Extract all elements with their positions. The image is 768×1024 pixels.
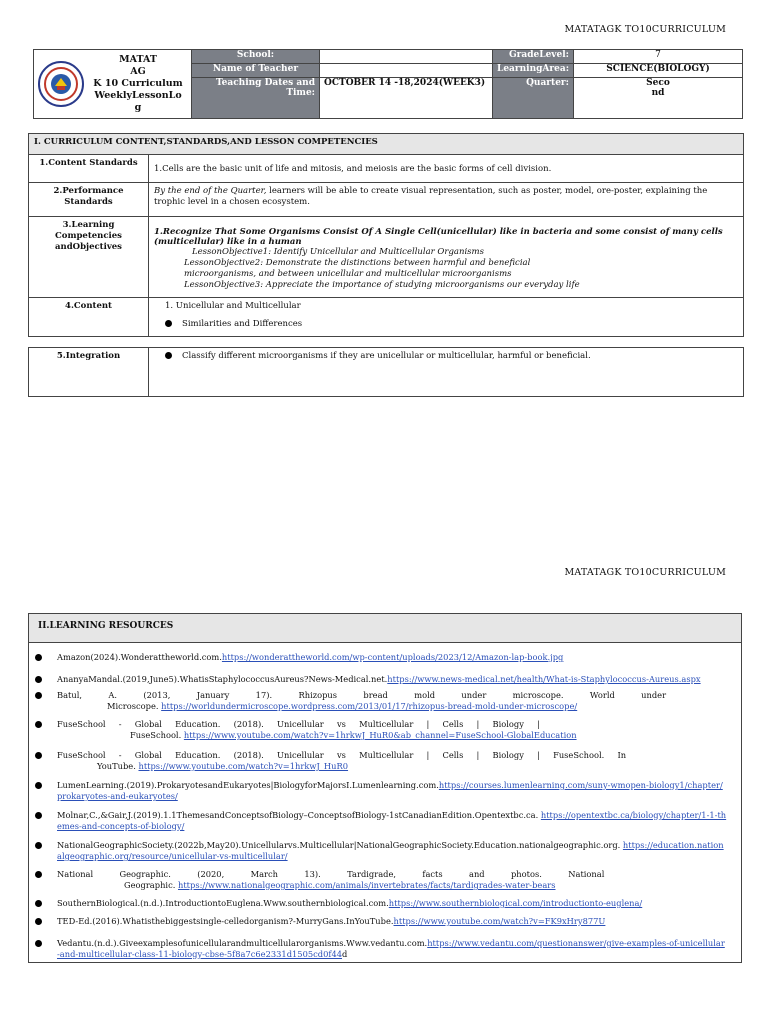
resource-item (57, 652, 727, 663)
deped-seal-icon (37, 60, 85, 108)
resource-link[interactable]: https://education.nationalgeographic.org/resource/unicellular-vs-multicellular/ (57, 840, 724, 861)
title-line: AG (130, 66, 146, 77)
resource-text: SouthernBiological.(n.d.).IntroductiontoEuglena.Www.southernbiological.com. (57, 898, 389, 908)
resource-item (57, 690, 727, 712)
integration-label: 5.Integration (29, 348, 149, 397)
resource-item (57, 938, 727, 960)
content-standards-text: 1.Cells are the basic unit of life and mitosis, and meiosis are the basic forms of cell division. (149, 155, 744, 183)
quarter-value-line: nd (651, 88, 665, 98)
resource-link[interactable]: https://worldundermicroscope.wordpress.com/2013/01/17/rhizopus-bread-mold-under-microscope/ (161, 701, 578, 711)
bullet-icon (35, 692, 42, 699)
bullet-icon (35, 842, 42, 849)
integration-text: Classify different microorganisms if they are unicellular or multicellular, harmful or beneficial. (182, 351, 591, 361)
resource-text: Amazon(2024).Wonderattheworld.com. (57, 652, 222, 662)
learning-resources-box (28, 613, 742, 963)
resource-text: FuseSchool. (130, 730, 182, 740)
resource-text: NationalGeographicSociety.(2022b,May20).Unicellularvs.Multicellular|NationalGeographicSociety.Education.nationalgeographic.org. (57, 840, 621, 850)
curriculum-header-2: MATATAGK TO10CURRICULUM (564, 567, 726, 578)
bullet-icon (35, 900, 42, 907)
resource-text: Molnar,C.,&Gair,J.(2019).1.1ThemesandConceptsofBiology–ConceptsofBiology-1stCanadianEdition.Opentextbc.ca. (57, 810, 539, 820)
bullet-icon (165, 352, 172, 359)
teacher-label: Name of Teacher (192, 64, 320, 78)
resource-link[interactable]: https://www.youtube.com/watch?v=FK9xHry877U (393, 916, 606, 926)
bullet-icon (35, 782, 42, 789)
competencies-label: 3.Learning Competencies andObjectives (29, 217, 149, 298)
section-heading: I. CURRICULUM CONTENT,STANDARDS,AND LESSON COMPETENCIES (29, 134, 744, 155)
lesson-info-table (33, 49, 743, 119)
resource-text: Vedantu.(n.d.).Giveexamplesofunicellularandmulticellularorganisms.Www.vedantu.com. (57, 938, 428, 948)
bullet-icon (35, 812, 42, 819)
resource-link[interactable]: https://opentextbc.ca/biology/chapter/1-1-themes-and-concepts-of-biology/ (57, 810, 727, 831)
resource-item (57, 810, 727, 832)
bullet-icon (35, 654, 42, 661)
performance-standards-label: 2.Performance Standards (29, 183, 149, 217)
content-cell (149, 298, 744, 337)
teacher-value[interactable] (320, 64, 493, 78)
bullet-icon (35, 721, 42, 728)
bullet-icon (165, 320, 172, 327)
quarter-value (574, 78, 743, 119)
resource-link[interactable]: https://www.news-medical.net/health/What-is-Staphylococcus-Aureus.aspx (387, 674, 701, 684)
resource-item (57, 719, 727, 741)
grade-value: 7 (574, 50, 743, 64)
content-standards-label: 1.Content Standards (29, 155, 149, 183)
bullet-icon (35, 676, 42, 683)
curriculum-content-table (28, 133, 744, 337)
objective-2b: microorganisms, and between unicellular and multicellular microorganisms (184, 269, 512, 279)
resource-item (57, 780, 727, 802)
resource-text: Microscope. (107, 701, 159, 711)
resource-line: FuseSchool - Global Education. (2018). Unicellular vs Multicellular | Cells | Biology | (57, 719, 540, 729)
competency-main: 1.Recognize That Some Organisms Consist Of A Single Cell(unicellular) like in bacteria and some consist of many cells (multicellular) like in a human (154, 227, 723, 247)
integration-table (28, 347, 744, 397)
dates-label: Teaching Dates and Time: (192, 78, 320, 119)
title-line: MATAT (119, 54, 157, 65)
school-label: School: (192, 50, 320, 64)
curriculum-header: MATATAGK TO10CURRICULUM (564, 24, 726, 35)
quarter-label: Quarter: (493, 78, 574, 119)
objective-1: LessonObjective1: Identify Unicellular and Multicellular Organisms (192, 247, 484, 257)
quarter-value-line: Seco (646, 78, 670, 88)
school-value[interactable] (320, 50, 493, 64)
bullet-icon (35, 940, 42, 947)
resource-item (57, 869, 727, 891)
resource-line-2 (57, 880, 727, 891)
resource-link[interactable]: https://www.youtube.com/watch?v=1hrkwJ_HuR0&ab_channel=FuseSchool-GlobalEducation (183, 730, 577, 740)
resource-link[interactable]: https://www.nationalgeographic.com/animals/invertebrates/facts/tardigrades-water-bears (178, 880, 556, 890)
resource-text: Geographic. (124, 880, 176, 890)
integration-cell (149, 348, 744, 397)
title-line: K 10 Curriculum (93, 78, 183, 89)
content-item-1: 1. Unicellular and Multicellular (165, 301, 301, 311)
resource-line: Batul, A. (2013, January 17). Rhizopus bread mold under microscope. World under (57, 690, 667, 700)
resource-link[interactable]: https://www.vedantu.com/questionanswer/give-examples-of-unicellular-and-multicellular-class-11-biology-cbse-5f8a7c6e2331d1505cd0f44 (57, 938, 725, 959)
resource-text: LumenLearning.(2019).ProkaryotesandEukaryotes|BiologyforMajorsI.Lumenlearning.com. (57, 780, 439, 790)
content-label: 4.Content (29, 298, 149, 337)
resource-item (57, 916, 727, 927)
resource-item (57, 750, 727, 772)
learning-area-label: LearningArea: (493, 64, 574, 78)
resource-text: YouTube. (97, 761, 136, 771)
objective-3: LessonObjective3: Appreciate the importance of studying microorganisms our everyday life (184, 280, 580, 290)
resource-item (57, 674, 727, 685)
resource-link[interactable]: https://www.southernbiological.com/introductionto-euglena/ (388, 898, 643, 908)
learning-area-value: SCIENCE(BIOLOGY) (574, 64, 743, 78)
performance-standards-text (149, 183, 744, 217)
resource-line-2 (57, 730, 727, 741)
resource-item (57, 840, 727, 862)
performance-lead: By the end of the Quarter, (154, 186, 267, 196)
grade-label: GradeLevel: (493, 50, 574, 64)
resource-text: TED-Ed.(2016).Whatisthebiggestsingle-celledorganism?-MurryGans.InYouTube. (57, 916, 394, 926)
resource-link[interactable]: https://wonderattheworld.com/wp-content/uploads/2023/12/Amazon-lap-book.jpg (221, 652, 564, 662)
bullet-icon (35, 752, 42, 759)
content-item-2: Similarities and Differences (182, 319, 303, 329)
resource-link[interactable]: https://www.youtube.com/watch?v=1hrkwJ_HuR0 (138, 761, 349, 771)
resource-line-2 (57, 761, 727, 772)
resource-tail: d (342, 949, 348, 959)
resource-link[interactable]: https://courses.lumenlearning.com/suny-wmopen-biology1/chapter/prokaryotes-and-eukaryotes/ (57, 780, 723, 801)
bullet-icon (35, 871, 42, 878)
resource-text: AnanyaMandal.(2019,June5).WhatisStaphylococcusAureus?News-Medical.net. (57, 674, 388, 684)
content-item-2-row (165, 319, 738, 329)
title-line: g (134, 102, 142, 113)
resources-heading: II.LEARNING RESOURCES (29, 614, 741, 643)
title-line: WeeklyLessonLo (94, 90, 182, 101)
dates-value: OCTOBER 14 -18,2024(WEEK3) (320, 78, 493, 119)
competencies-cell (149, 217, 744, 298)
bullet-icon (35, 918, 42, 925)
resource-item (57, 898, 727, 909)
performance-rest: learners will be able to create visual representation, such as poster, model, ore-poster, explaining the trophic level in a chosen ecosystem. (154, 186, 708, 207)
resource-line: National Geographic. (2020, March 13). Tardigrade, facts and photos. National (57, 869, 605, 879)
resource-line: FuseSchool - Global Education. (2018). Unicellular vs Multicellular | Cells | Biology | FuseSchool. In (57, 750, 627, 760)
objective-2a: LessonObjective2: Demonstrate the distinctions between harmful and beneficial (184, 258, 531, 268)
logo-title-cell (34, 50, 192, 119)
resource-line-2 (57, 701, 727, 712)
